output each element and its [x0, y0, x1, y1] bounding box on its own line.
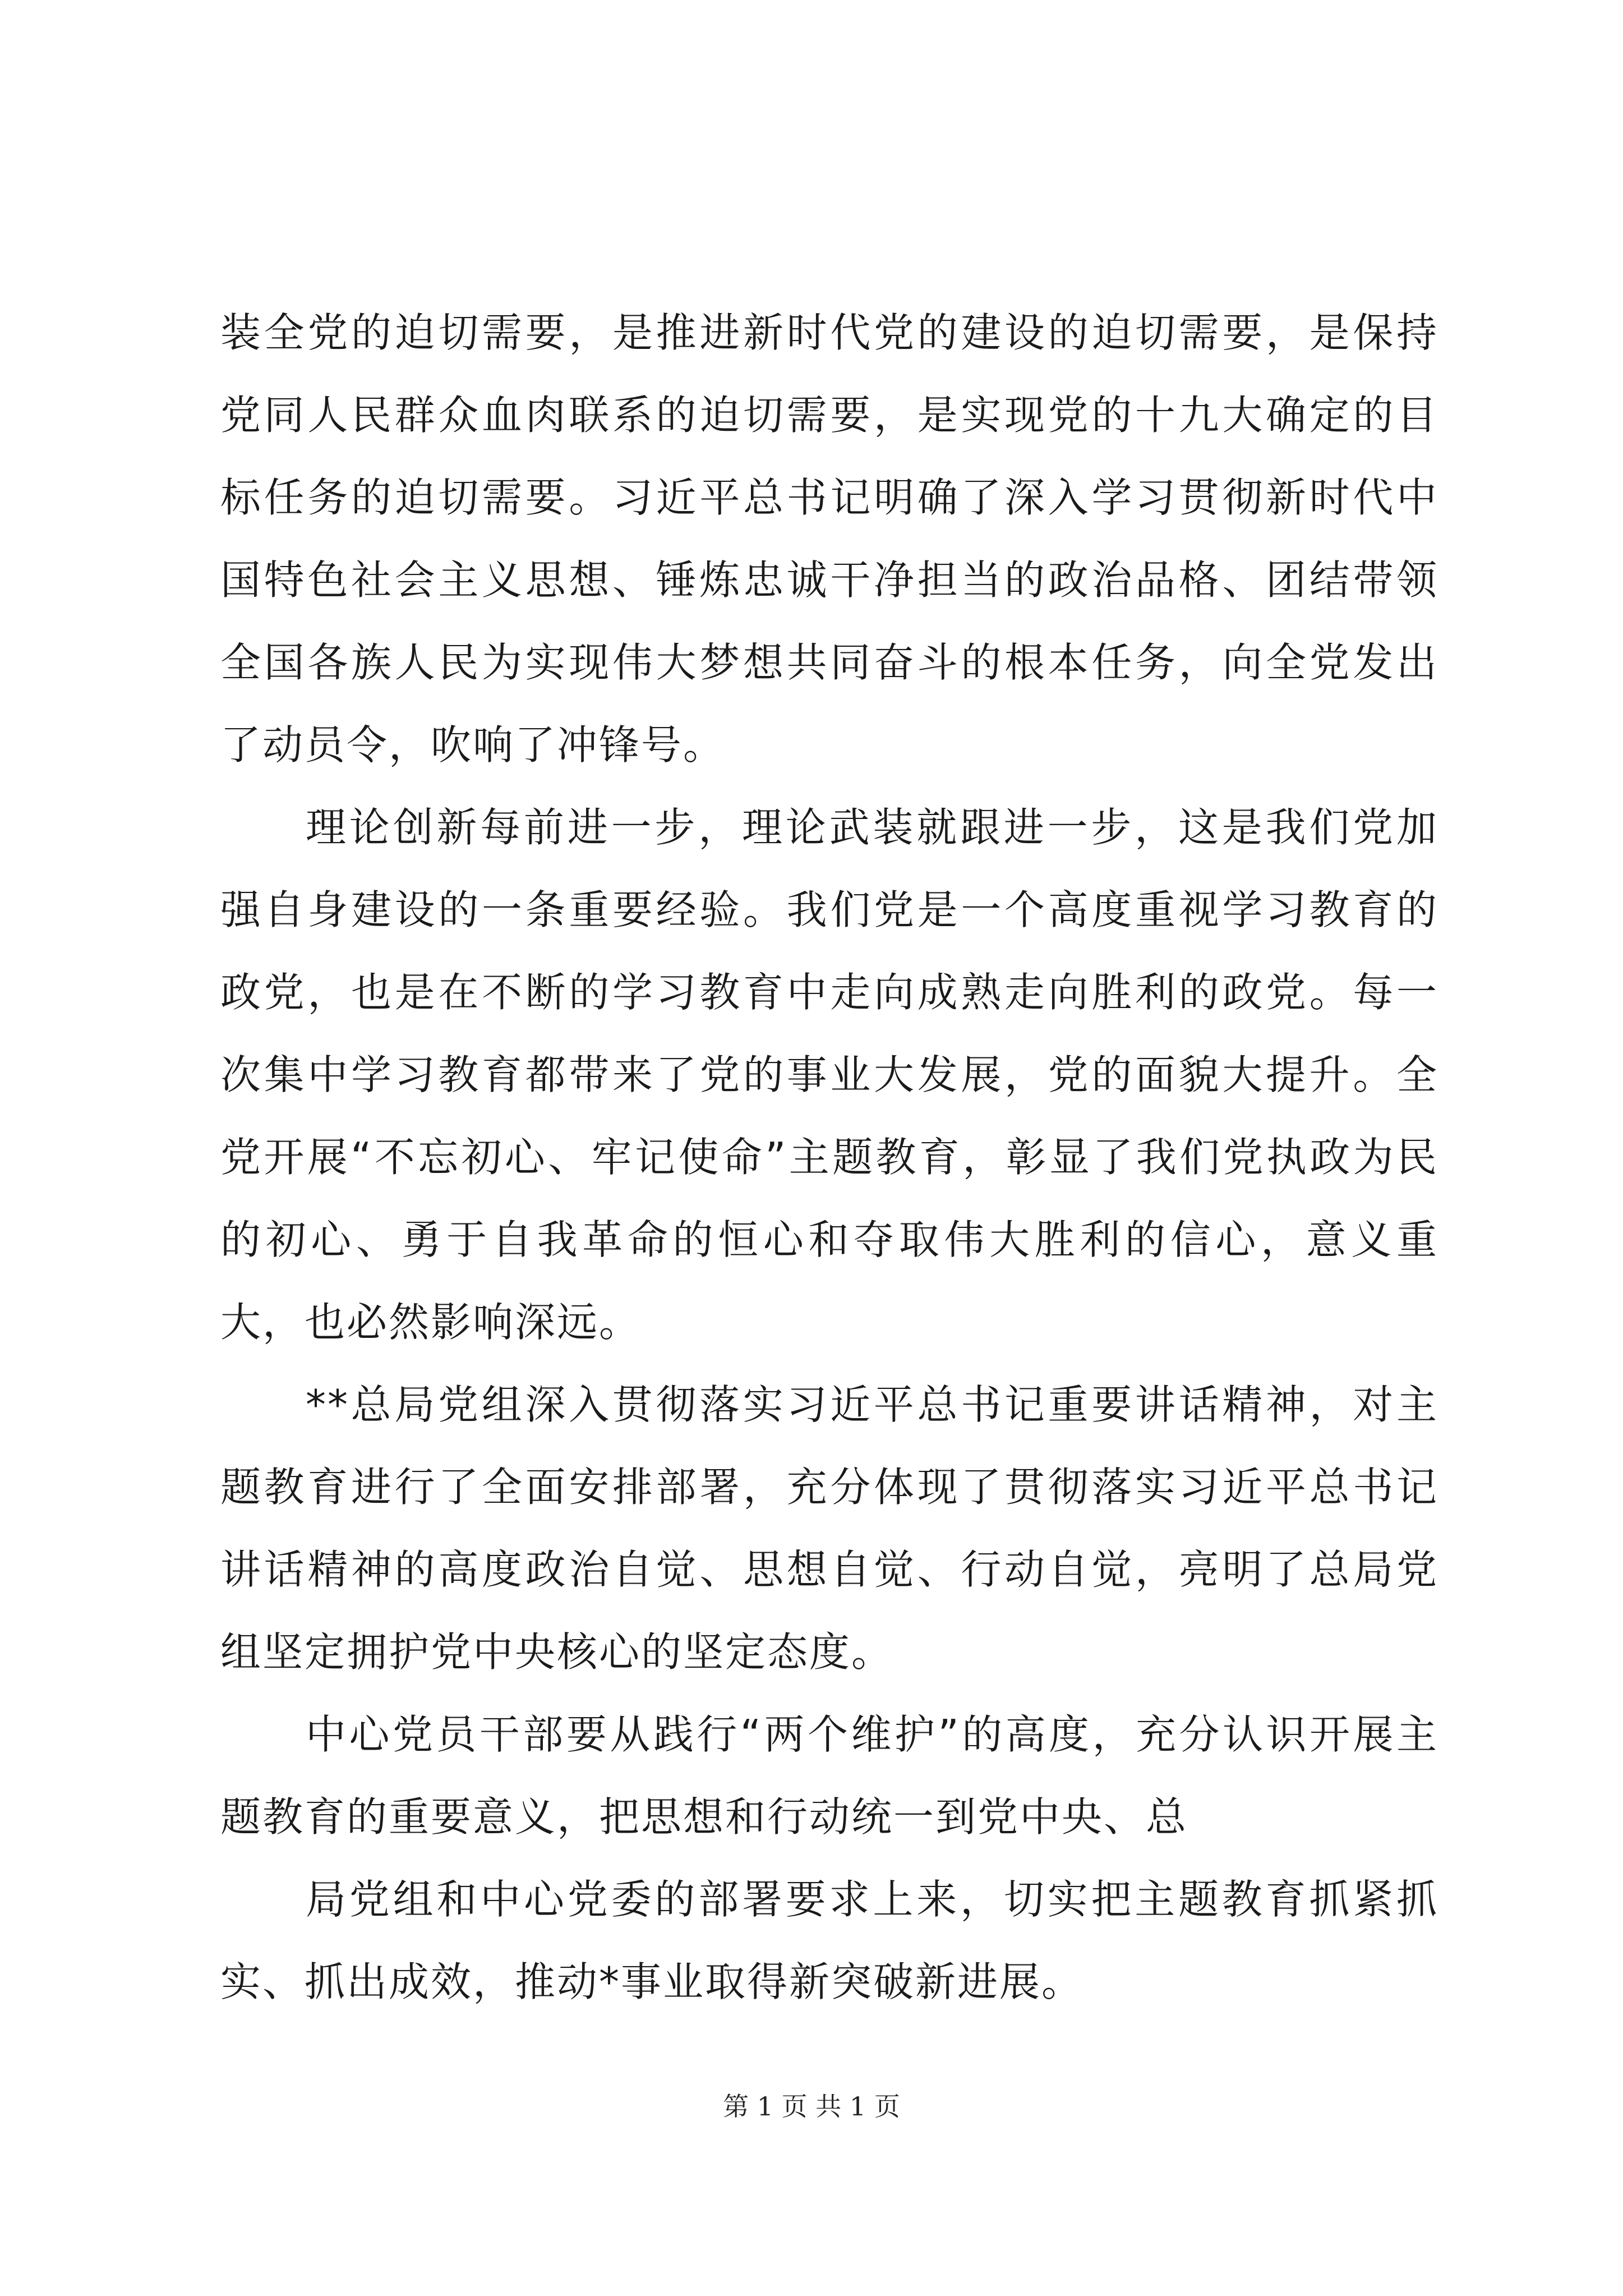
paragraph-theory-innovation: 理论创新每前进一步，理论武装就跟进一步，这是我们党加强自身建设的一条重要经验。我们党是一个高度重视学习教育的政党，也是在不断的学习教育中走向成熟走向胜利的政党。每一次集中学习教育都带来了党的事业大发展，党的面貌大提升。全党开展“不忘初心、牢记使命”主题教育，彰显了我们党执政为民的初心、勇于自我革命的恒心和夺取伟大胜利的信心，意义重大，也必然影响深远。: [220, 804, 1438, 1346]
page-number-footer: 第 1 页 共 1 页: [723, 2091, 900, 2122]
paragraph-continuation: 装全党的迫切需要，是推进新时代党的建设的迫切需要，是保持党同人民群众血肉联系的迫切需要，是实现党的十九大确定的目标任务的迫切需要。习近平总书记明确了深入学习贯彻新时代中国特色社会主义思想、锤炼忠诚干净担当的政治品格、团结带领全国各族人民为实现伟大梦想共同奋斗的根本任务，向全党发出了动员令，吹响了冲锋号。: [220, 309, 1438, 769]
document-body: [220, 292, 1438, 2023]
paragraph-closing: 局党组和中心党委的部署要求上来，切实把主题教育抓紧抓实、抓出成效，推动*事业取得新突破新进展。: [220, 1876, 1438, 2005]
paragraph-party-group: **总局党组深入贯彻落实习近平总书记重要讲话精神，对主题教育进行了全面安排部署，充分体现了贯彻落实习近平总书记讲话精神的高度政治自觉、思想自觉、行动自觉，亮明了总局党组坚定拥护党中央核心的坚定态度。: [220, 1381, 1438, 1676]
paragraph-center-cadres: 中心党员干部要从践行“两个维护”的高度，充分认识开展主题教育的重要意义，把思想和行动统一到党中央、总: [220, 1711, 1438, 1841]
